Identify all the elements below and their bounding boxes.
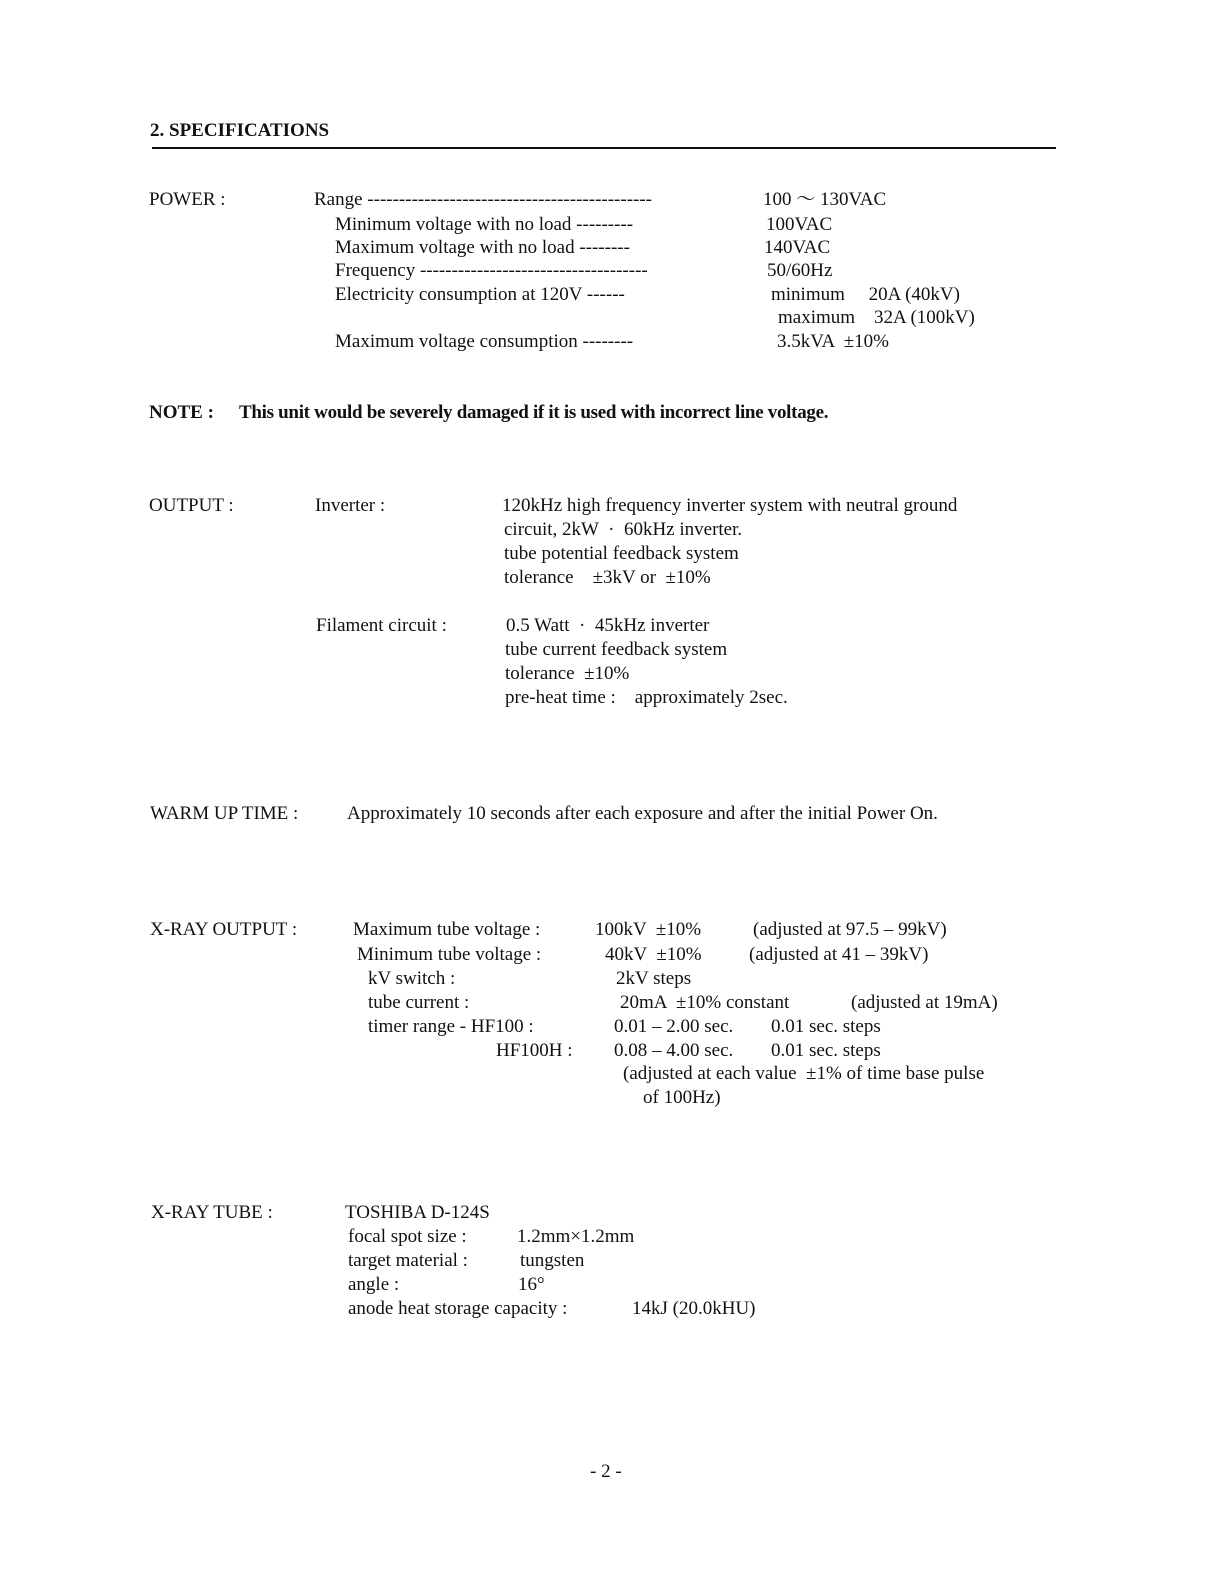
xray-output-note: (adjusted at 97.5 – 99kV) — [753, 919, 947, 940]
power-value: 140VAC — [764, 237, 831, 258]
power-value: minimum 20A (40kV) — [771, 284, 960, 305]
xray-output-value: 2kV steps — [616, 968, 692, 989]
xray-tube-value: 14kJ (20.0kHU) — [632, 1298, 756, 1319]
power-item: Maximum voltage consumption -------- — [335, 331, 634, 352]
xray-output-item: kV switch : — [368, 968, 456, 989]
inverter-line: tolerance ±3kV or ±10% — [504, 567, 711, 588]
xray-output-value: 100kV ±10% — [595, 919, 702, 940]
filament-line: 0.5 Watt · 45kHz inverter — [506, 615, 710, 636]
power-item: Range --------------------------------------------- — [314, 189, 653, 210]
power-value: 100VAC — [766, 214, 833, 235]
inverter-line: tube potential feedback system — [504, 543, 739, 564]
xray-output-value: 0.01 – 2.00 sec. — [614, 1016, 734, 1037]
power-value: 3.5kVA ±10% — [777, 331, 889, 352]
heading-rule — [152, 147, 1056, 149]
xray-tube-item: focal spot size : — [348, 1226, 467, 1247]
xray-output-value: 0.08 – 4.00 sec. — [614, 1040, 734, 1061]
xray-output-item: HF100H : — [496, 1040, 573, 1061]
xray-output-item: Minimum tube voltage : — [357, 944, 542, 965]
output-label: OUTPUT : — [149, 495, 234, 516]
note-text: This unit would be severely damaged if it is used with incorrect line voltage. — [239, 402, 829, 423]
xray-tube-model: TOSHIBA D-124S — [345, 1202, 490, 1223]
power-item: Electricity consumption at 120V ------ — [335, 284, 625, 305]
xray-output-value: 40kV ±10% — [605, 944, 702, 965]
inverter-line: 120kHz high frequency inverter system with neutral ground — [502, 495, 958, 516]
xray-output-label: X-RAY OUTPUT : — [150, 919, 298, 940]
xray-output-footnote: (adjusted at each value ±1% of time base pulse — [623, 1063, 985, 1084]
page-number: - 2 - — [590, 1461, 622, 1482]
xray-tube-item: anode heat storage capacity : — [348, 1298, 568, 1319]
power-label: POWER : — [149, 189, 226, 210]
note-label: NOTE : — [149, 402, 214, 423]
inverter-line: circuit, 2kW · 60kHz inverter. — [504, 519, 743, 540]
xray-tube-label: X-RAY TUBE : — [151, 1202, 273, 1223]
power-value: maximum 32A (100kV) — [778, 307, 975, 328]
filament-line: pre-heat time : approximately 2sec. — [505, 687, 788, 708]
power-item: Maximum voltage with no load -------- — [335, 237, 630, 258]
inverter-label: Inverter : — [315, 495, 386, 516]
xray-output-item: Maximum tube voltage : — [353, 919, 541, 940]
power-item: Minimum voltage with no load --------- — [335, 214, 634, 235]
xray-tube-value: 16° — [518, 1274, 545, 1295]
filament-label: Filament circuit : — [316, 615, 447, 636]
xray-output-note: (adjusted at 41 – 39kV) — [749, 944, 929, 965]
xray-output-value: 20mA ±10% constant — [620, 992, 790, 1013]
xray-tube-value: tungsten — [520, 1250, 585, 1271]
xray-output-note: 0.01 sec. steps — [771, 1040, 881, 1061]
filament-line: tube current feedback system — [505, 639, 728, 660]
xray-tube-item: target material : — [348, 1250, 468, 1271]
power-value: 100 ～ 130VAC — [763, 189, 887, 210]
xray-tube-item: angle : — [348, 1274, 400, 1295]
xray-output-item: timer range - HF100 : — [368, 1016, 534, 1037]
xray-output-footnote: of 100Hz) — [643, 1087, 721, 1108]
xray-tube-value: 1.2mm×1.2mm — [517, 1226, 635, 1247]
warmup-label: WARM UP TIME : — [150, 803, 299, 824]
warmup-text: Approximately 10 seconds after each exposure and after the initial Power On. — [347, 803, 938, 824]
xray-output-note: (adjusted at 19mA) — [851, 992, 998, 1013]
filament-line: tolerance ±10% — [505, 663, 630, 684]
power-item: Frequency ------------------------------------ — [335, 260, 648, 281]
page-title: 2. SPECIFICATIONS — [150, 120, 330, 141]
xray-output-note: 0.01 sec. steps — [771, 1016, 881, 1037]
xray-output-item: tube current : — [368, 992, 470, 1013]
power-value: 50/60Hz — [767, 260, 833, 281]
